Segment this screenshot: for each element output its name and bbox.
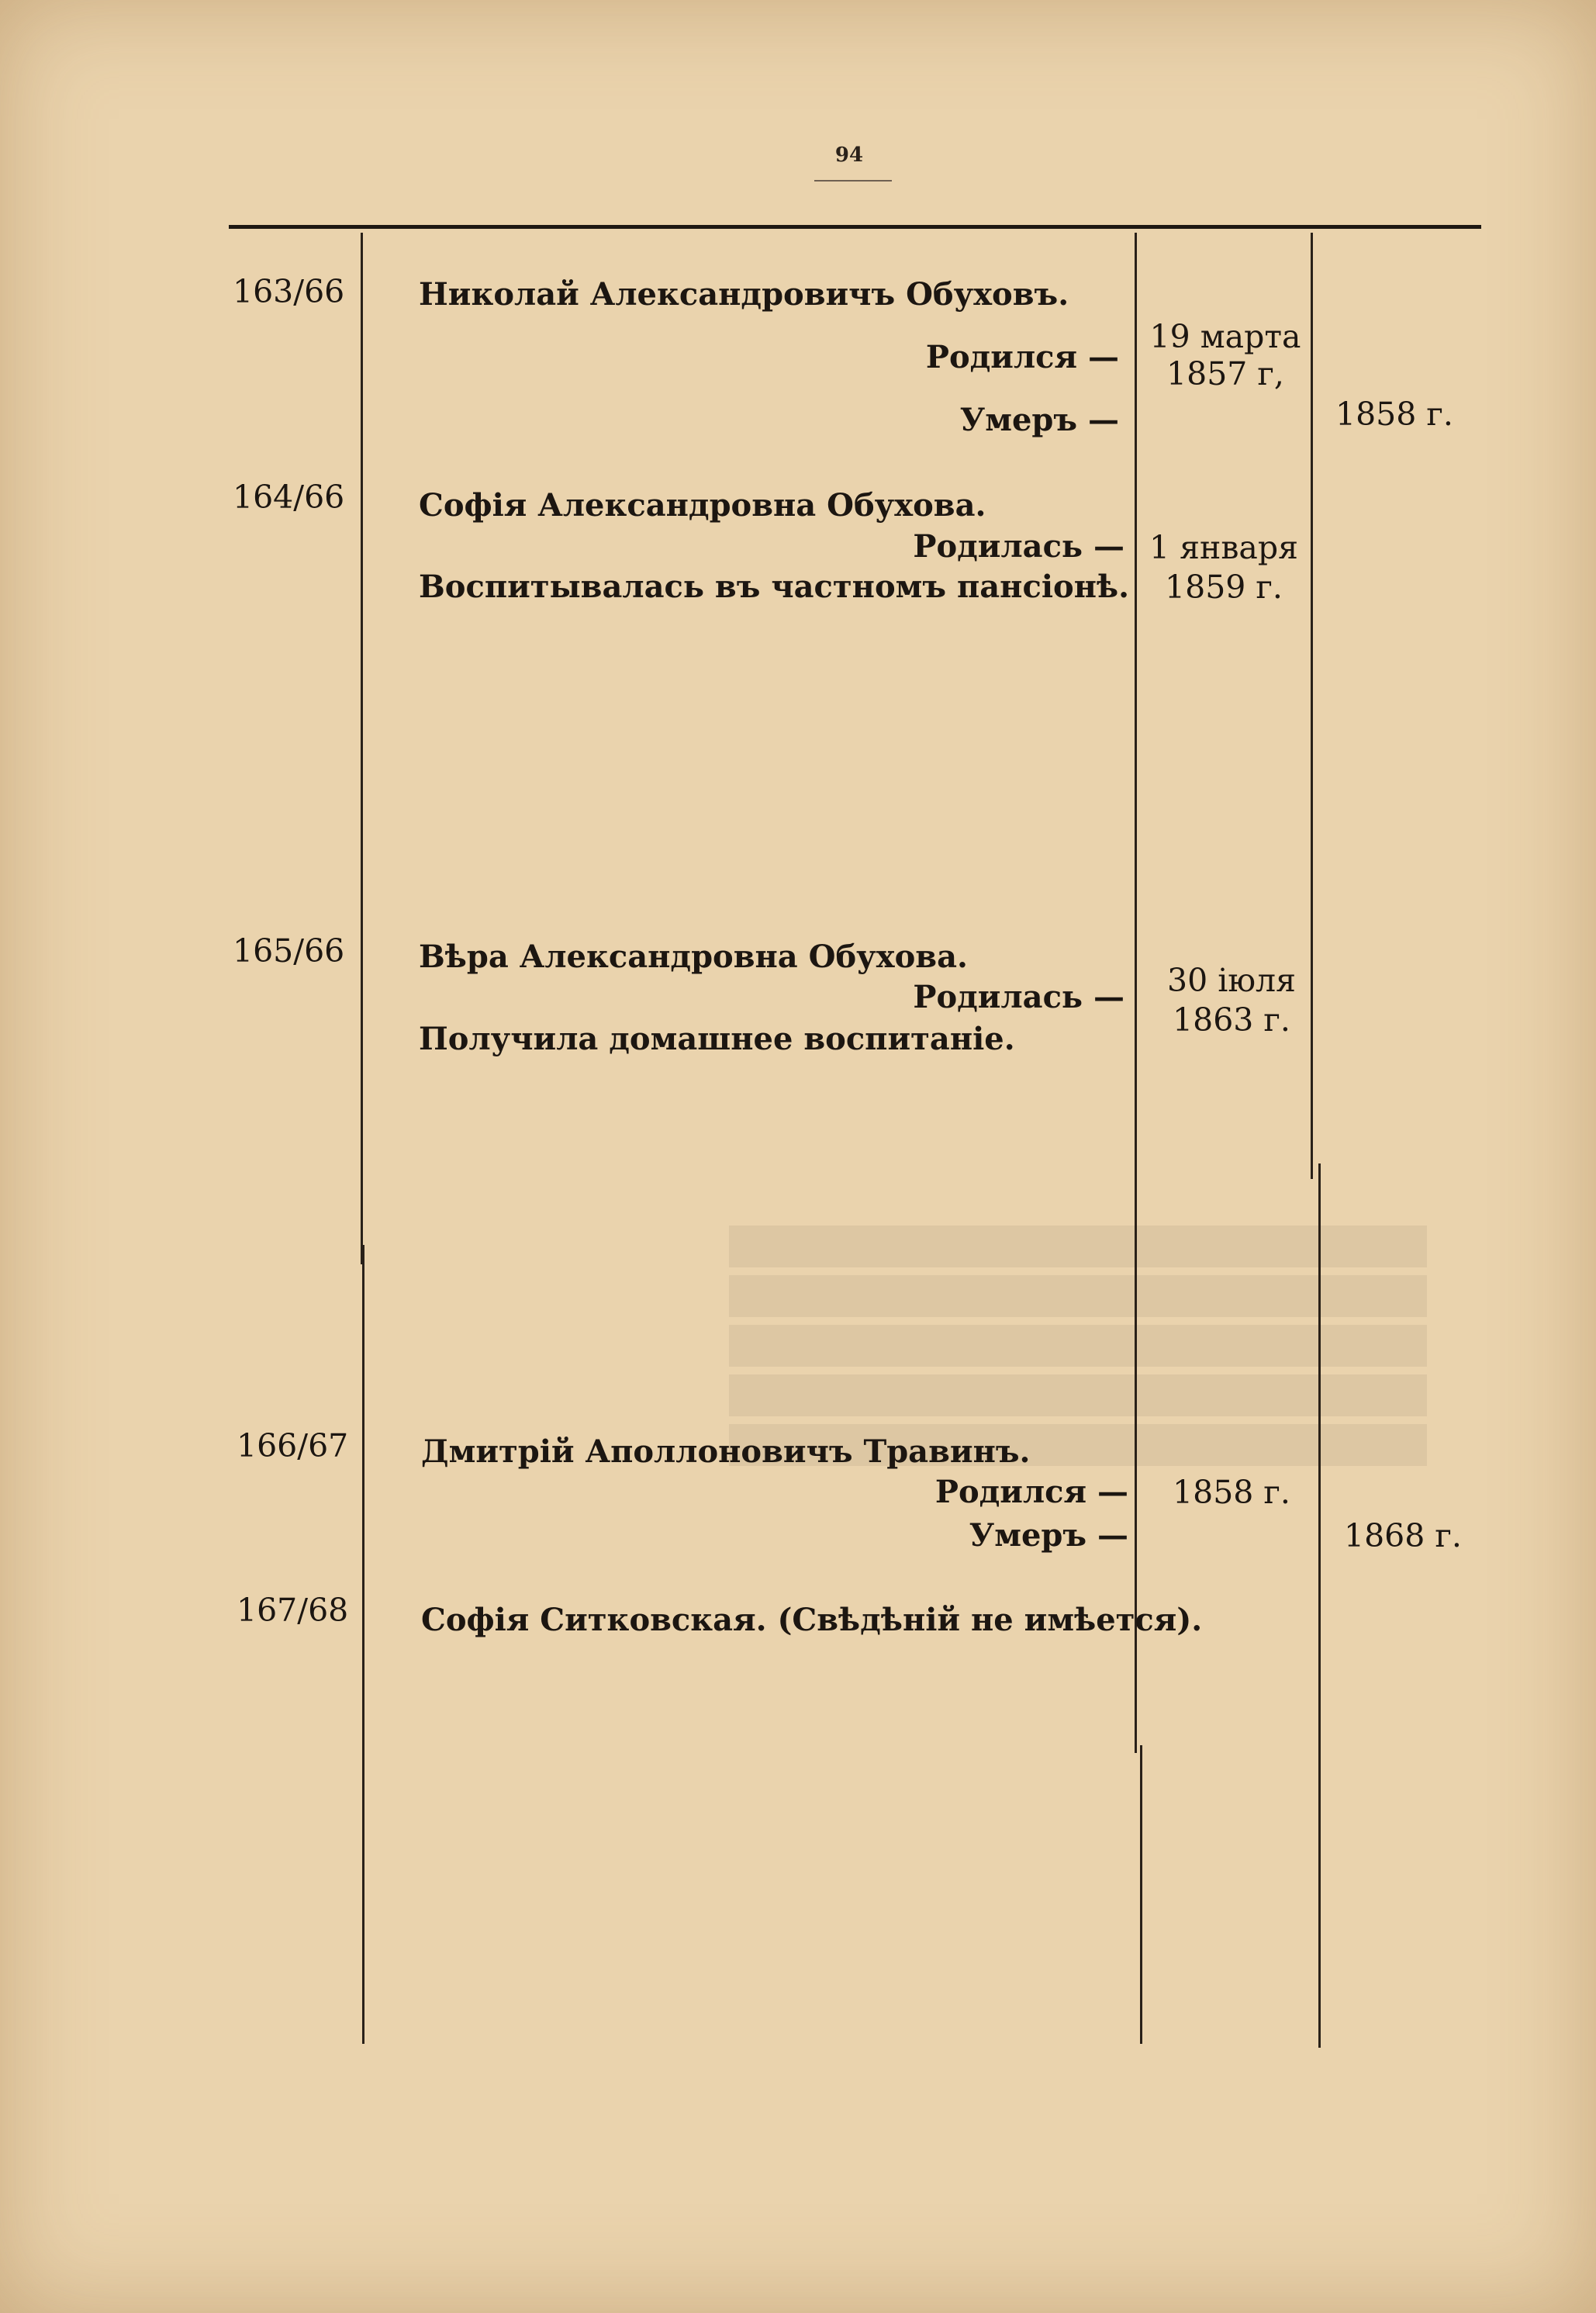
birth-date-line-1: 30 іюля bbox=[1167, 962, 1296, 999]
column-divider-3-lower bbox=[1318, 1163, 1321, 2048]
entry-note: Воспитывалась въ частномъ пансіонѣ. bbox=[419, 569, 1130, 605]
birth-date-line-1: 1 января bbox=[1149, 529, 1298, 566]
entry-number: 164/66 bbox=[233, 479, 345, 516]
entry-name: Вѣра Александровна Обухова. bbox=[419, 939, 968, 975]
entry-number: 163/66 bbox=[233, 273, 345, 310]
birth-date-line-2: 1857 г, bbox=[1166, 355, 1284, 392]
column-divider-1 bbox=[361, 233, 363, 1264]
birth-date-line-2: 1863 г. bbox=[1173, 1001, 1290, 1039]
entry-name: Софія Ситковская. (Свѣдѣній не имѣется). bbox=[421, 1602, 1203, 1638]
birth-label: Родилась — bbox=[913, 979, 1124, 1015]
birth-date-line-2: 1859 г. bbox=[1165, 569, 1283, 606]
death-year: 1858 г. bbox=[1335, 396, 1453, 433]
column-divider-1-lower bbox=[362, 1245, 364, 2044]
entry-name: Николай Александровичъ Обуховъ. bbox=[419, 276, 1069, 313]
column-divider-2-lower bbox=[1140, 1745, 1142, 2044]
entry-number: 166/67 bbox=[237, 1427, 349, 1464]
birth-label: Родился — bbox=[934, 1474, 1128, 1510]
page-number-rule bbox=[814, 180, 892, 182]
birth-date-line-1: 19 марта bbox=[1149, 318, 1301, 355]
column-divider-2 bbox=[1135, 233, 1137, 1753]
entry-name: Софія Александровна Обухова. bbox=[419, 487, 986, 524]
death-label: Умеръ — bbox=[959, 402, 1119, 438]
page-number: 94 bbox=[834, 143, 864, 167]
death-year: 1868 г. bbox=[1344, 1517, 1462, 1554]
entry-name: Дмитрій Аполлоновичъ Травинъ. bbox=[421, 1433, 1031, 1470]
birth-label: Родился — bbox=[925, 339, 1119, 375]
entry-number: 167/68 bbox=[237, 1592, 349, 1629]
entry-number: 165/66 bbox=[233, 932, 345, 970]
entry-note: Получила домашнее воспитаніе. bbox=[419, 1021, 1015, 1057]
death-label: Умеръ — bbox=[969, 1517, 1128, 1554]
birth-date: 1858 г. bbox=[1173, 1474, 1290, 1511]
birth-label: Родилась — bbox=[913, 528, 1124, 565]
table-top-rule bbox=[229, 225, 1481, 229]
